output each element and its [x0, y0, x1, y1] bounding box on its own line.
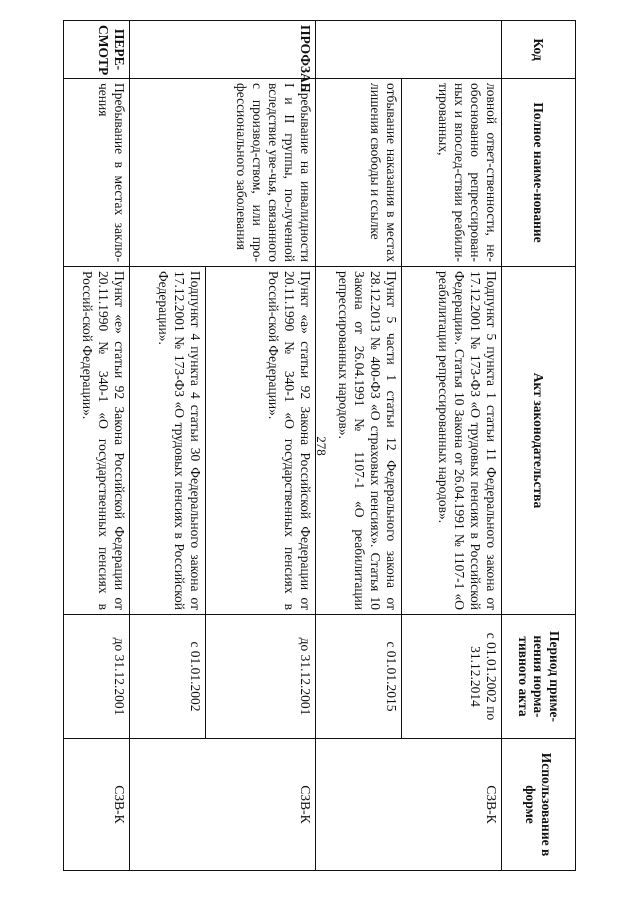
cell-use: СЗВ-К — [316, 739, 502, 871]
table-row — [64, 21, 130, 871]
header-name: Полное наиме-нование — [502, 79, 576, 267]
cell-act: Пункт 5 части 1 статьи 12 Федерального закона от 28.12.2013 № 400-ФЗ «О страховых пенсиях». Статья 10 Закона от 26.04.1991 № 1107-1 «О реабилитации репрессированных народов». — [316, 267, 402, 615]
cell-period: до 31.12.2001 — [64, 615, 130, 739]
cell-act: Подпункт 5 пункта 1 статьи 11 Федерального закона от 17.12.2001 № 173-ФЗ «О трудовых пенсиях в Российской Федерации». Статья 10 Закона от 26.04.1991 № 1107-1 «О реабилитации репрессированных народов». — [402, 267, 502, 615]
cell-act: Пункт «е» статьи 92 Закона Российской Федерации от 20.11.1990 № 340-1 «О государственных пенсиях в Россий-ской Федерации». — [64, 267, 130, 615]
cell-act: Пункт «а» статьи 92 Закона Российской Федерации от 20.11.1990 № 340-1 «О государственных пенсиях в Россий-ской Федерации». — [206, 267, 316, 615]
cell-period: с 01.01.2015 — [316, 615, 402, 739]
cell-name: отбывание наказания в местах лишения свободы и ссылке — [316, 79, 402, 267]
table-row — [206, 21, 316, 871]
cell-name: Пребывание в местах заклю-чения — [64, 79, 130, 267]
header-act: Акт законодательства — [502, 267, 576, 615]
cell-use: СЗВ-К — [130, 739, 316, 871]
cell-code — [316, 21, 502, 79]
cell-period: до 31.12.2001 — [206, 615, 316, 739]
cell-act: Подпункт 4 пункта 4 статьи 30 Федерального закона от 17.12.2001 № 173-ФЗ «О трудовых пенсиях в Российской Федерации». — [130, 267, 206, 615]
table-row — [402, 21, 502, 871]
cell-code: ПРОФЗАБ — [130, 21, 316, 79]
cell-use: СЗВ-К — [64, 739, 130, 871]
cell-period: с 01.01.2002 по 31.12.2014 — [402, 615, 502, 739]
cell-name: Пребывание на инвалидности I и II группы, по-лученной вследствие уве-чья, связанного с производ-ством, или про-фессионального заболевания — [130, 79, 316, 267]
page-number: 278 — [313, 436, 329, 456]
legislation-table — [63, 20, 576, 871]
header-use: Использование в форме — [502, 739, 576, 871]
header-code: Код — [502, 21, 576, 79]
table-header-row — [502, 21, 576, 871]
cell-code: ПЕРЕ-СМОТР — [64, 21, 130, 79]
header-period: Период приме-нения норма-тивного акта — [502, 615, 576, 739]
rotated-table-container — [64, 20, 576, 870]
cell-period: с 01.01.2002 — [130, 615, 206, 739]
cell-name: ловной ответ-ственности, не-обоснованно репрессирован-ных и впослед-ствии реабили-тированных, — [402, 79, 502, 267]
